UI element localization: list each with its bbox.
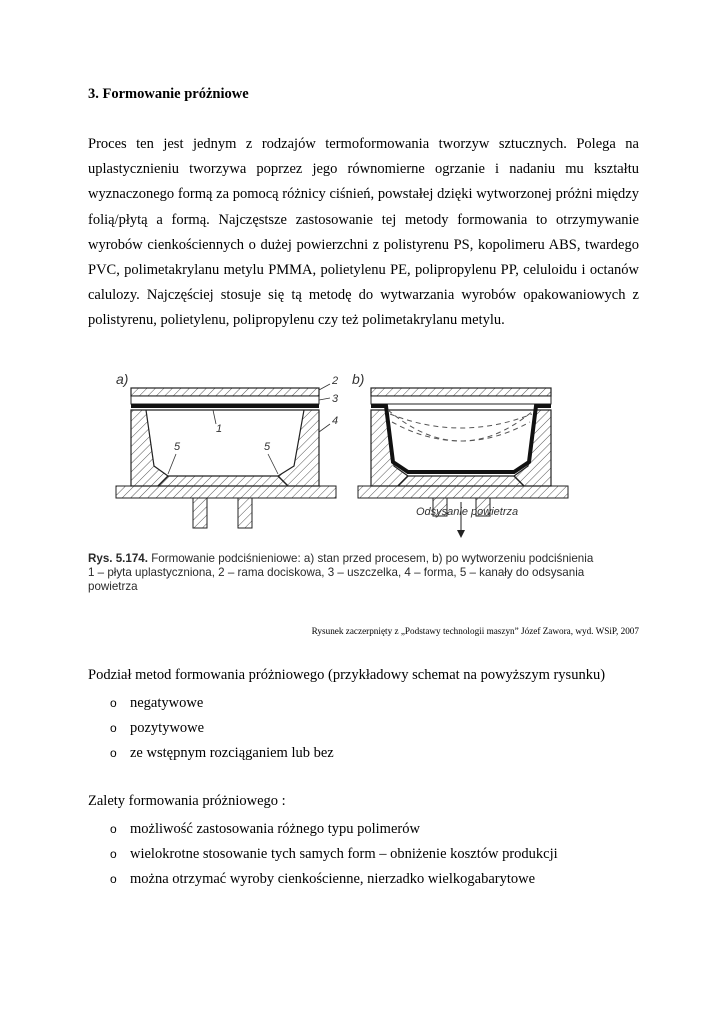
list-item: o pozytywowe [110,716,334,741]
bullet-icon: o [110,872,117,887]
panel-b-diagram [352,371,568,538]
section-heading: 3. Formowanie próżniowe [88,86,249,102]
figure-caption [88,552,598,594]
panel-a-diagram [116,371,339,528]
vacuum-forming-figure [88,362,598,624]
suction-label: Odsysanie powietrza [416,506,519,518]
clamp-frame-a [131,388,319,396]
list-item: o negatywowe [110,691,334,716]
bullet-icon: o [110,847,117,862]
stage-1-b [388,410,534,441]
label-4: 4 [332,415,339,427]
caption-text: Formowanie podciśnieniowe: a) stan przed procesem, b) po wytworzeniu podciśnienia [151,552,594,565]
bullet-icon: o [110,696,117,710]
clamp-frame-lower-a [131,396,319,404]
label-3: 3 [332,393,339,405]
bullet-icon: o [110,822,117,836]
bullet-icon: o [110,721,117,736]
list-item: o ze wstępnym rozciąganiem lub bez [110,741,334,766]
figure-drawing [88,362,598,552]
stage-2-b [390,414,532,428]
table-a [116,486,336,498]
plastic-sheet-a [131,404,319,408]
list-item: o wielokrotne stosowanie tych samych form – obniżenie kosztów produkcji [110,842,558,867]
label-5-right: 5 [264,441,271,453]
mould-a [131,410,319,486]
stage-3-b [392,422,530,441]
methods-list [110,691,334,767]
clamp-frame-lower-b [371,396,551,404]
formed-sheet-b [371,406,551,472]
label-5-left: 5 [174,441,181,453]
list-item: o możliwość zastosowania różnego typu polimerów [110,817,558,842]
advantages-list [110,817,558,893]
bullet-icon: o [110,746,117,761]
table-b [358,486,568,498]
panel-b-label: b) [352,371,365,387]
pipe-right-a [238,498,252,528]
mould-b [371,410,551,486]
clamp-frame-b [371,388,551,396]
list-item: o można otrzymać wyroby cienkościenne, nierzadko wielkogabarytowe [110,867,558,892]
label-2: 2 [332,375,339,387]
advantages-intro: Zalety formowania próżniowego : [88,793,286,809]
label-1: 1 [216,423,223,435]
caption-lead: Rys. 5.174. [88,552,148,565]
caption-legend: 1 – płyta uplastyczniona, 2 – rama dociskowa, 3 – uszczelka, 4 – forma, 5 – kanały do odsysania powietrza [88,566,585,593]
panel-a-label: a) [116,371,129,387]
intro-paragraph: Proces ten jest jednym z rodzajów termoformowania tworzyw sztucznych. Polega na uplastycznieniu tworzywa poprzez jego równomierne ogrzanie i nadaniu mu kształtu wyznaczonego formą za pomocą różnicy ciśnień, powstałej dzięki wytworzonej próżni między folią/płytą a formą. Najczęstsze zastosowanie tej metody formowania to otrzymywanie wyrobów cienkościennych o dużej powierzchni z polistyrenu PS, kopolimeru ABS, twardego PVC, polimetakrylanu metylu PMMA, polietylenu PE, polipropylenu PP, celuloidu i octanów calulozy. Najczęściej stosuje się tą metodę do wytwarzania wyrobów opakowaniowych z polistyrenu, polietylenu, polipropylenu czy też polimetakrylanu metylu. [88,136,639,329]
methods-intro: Podział metod formowania próżniowego (przykładowy schemat na powyższym rysunku) [88,667,606,683]
pipe-left-a [193,498,207,528]
figure-credit: Rysunek zaczerpnięty z „Podstawy technologii maszyn” Józef Zawora, wyd. WSiP, 2007 [311,626,639,636]
